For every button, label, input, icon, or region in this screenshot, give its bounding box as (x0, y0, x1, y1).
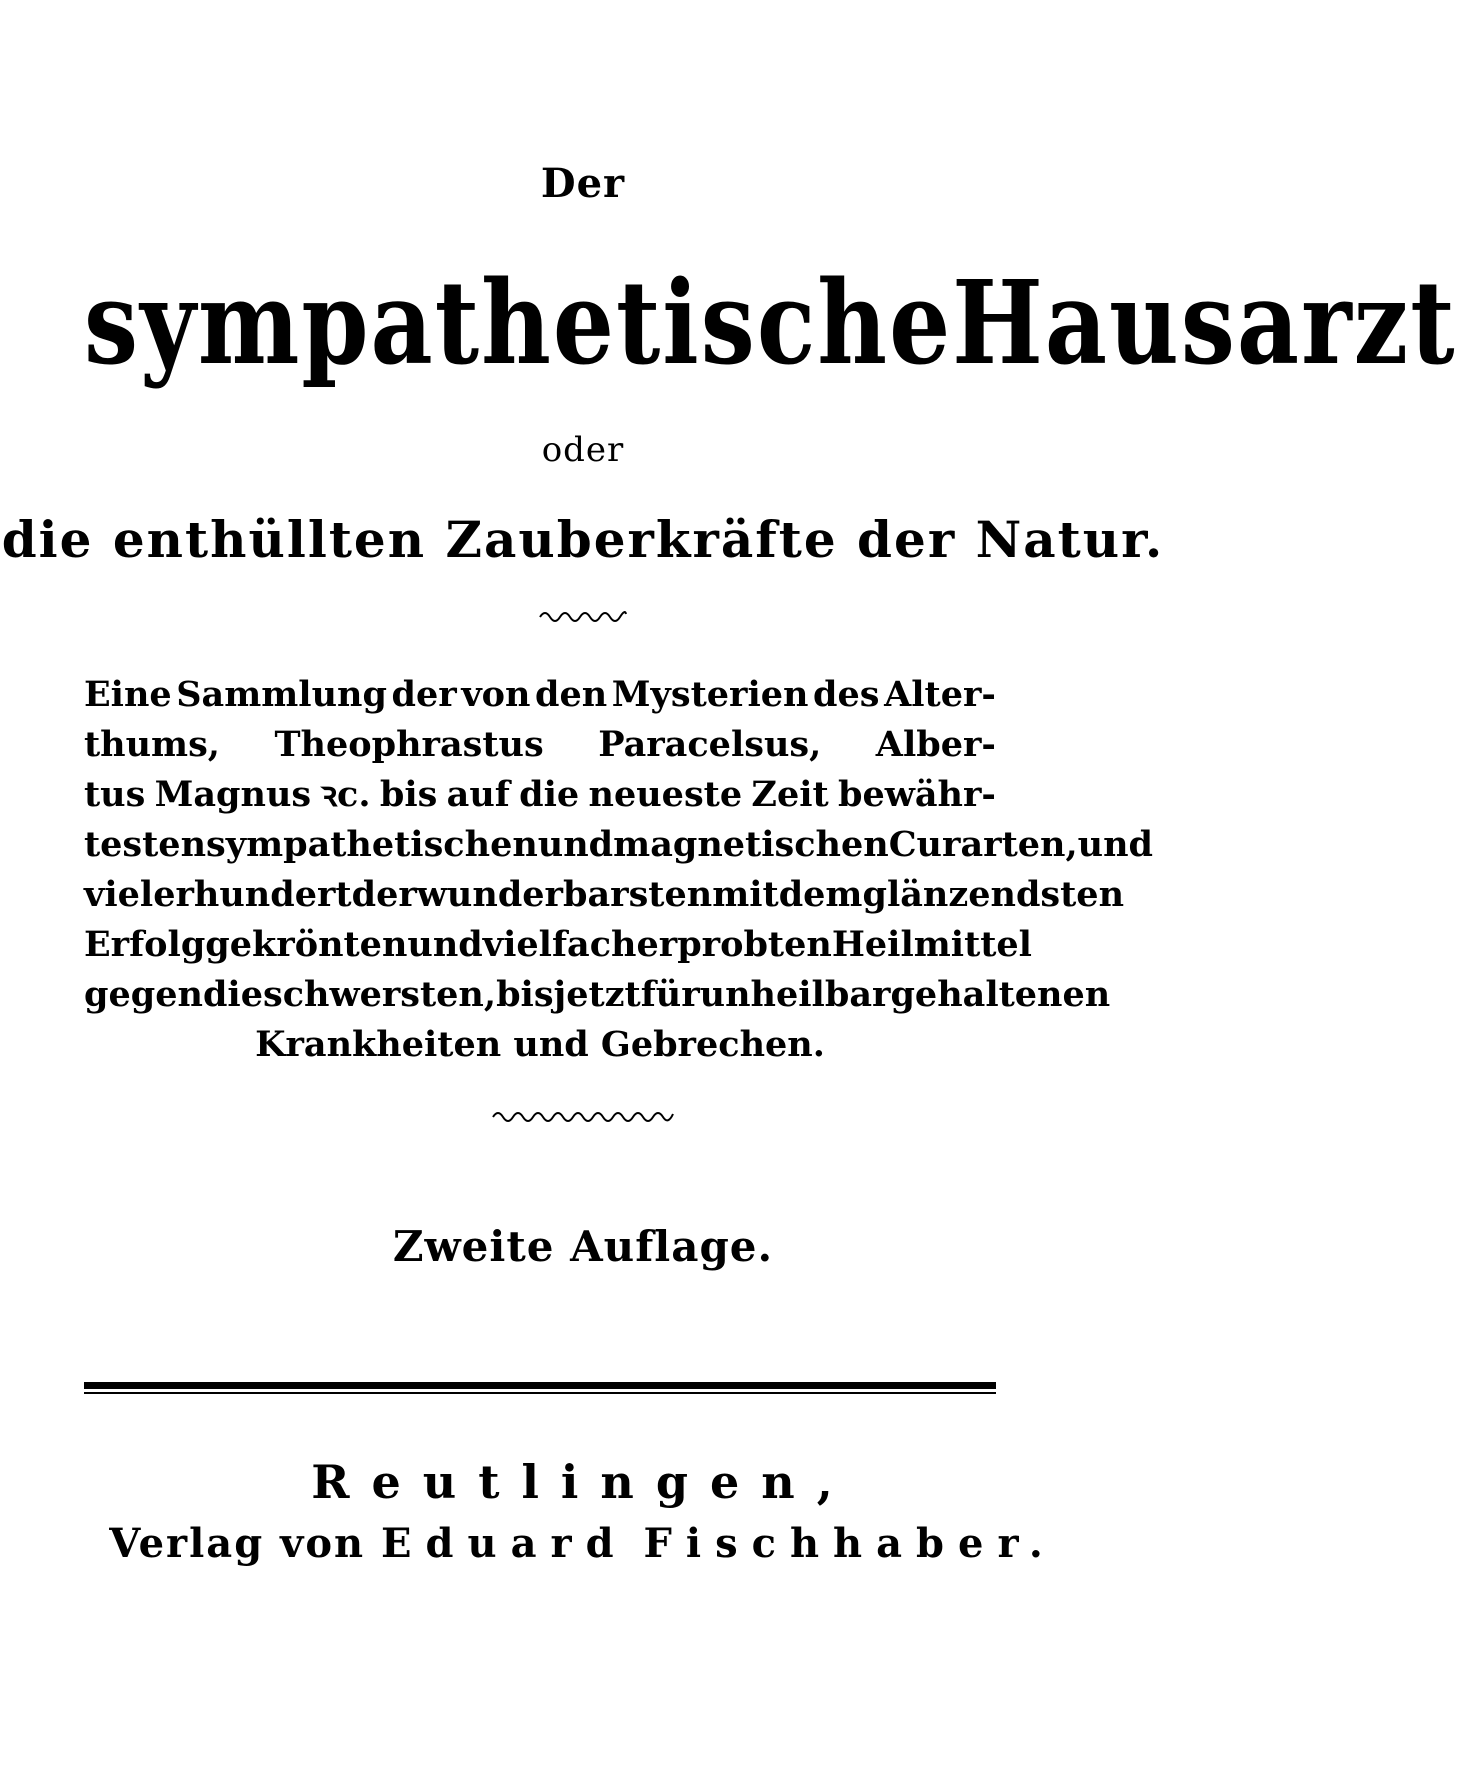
main-title (84, 255, 1457, 391)
thin-rule (84, 1392, 996, 1394)
description-word: gegen (84, 974, 203, 1015)
description-word: die (202, 974, 263, 1015)
description-word: unheilbar (699, 974, 891, 1015)
description-word: dem (778, 874, 863, 915)
place-of-publication: Reutlingen, (311, 1455, 855, 1509)
description-word: sympathetischen (206, 824, 538, 865)
description-word: thums, (84, 724, 220, 765)
wavy-ornament-bottom (0, 1108, 1166, 1122)
description-word: der (391, 674, 457, 715)
description-word: der (351, 874, 417, 915)
description-word: Erfolg (84, 924, 206, 965)
title-conjunction: oder (541, 430, 625, 470)
description-word: Alber- (875, 724, 996, 765)
description-word: magnetischen (613, 824, 889, 865)
description-word: Eine (84, 674, 172, 715)
description-word: Magnus (154, 774, 312, 815)
description-word: Sammlung (176, 674, 387, 715)
description-word: die (519, 774, 580, 815)
description-word: tus (84, 774, 146, 815)
thick-rule (84, 1382, 996, 1389)
description-word: von (461, 674, 531, 715)
description-word: des (813, 674, 880, 715)
description-word: schwersten, (262, 974, 497, 1015)
description-word: gekrönten (205, 924, 408, 965)
wavy-ornament-icon (538, 608, 628, 622)
description-word: und (537, 824, 614, 865)
description-word: und (1077, 824, 1154, 865)
description-word: mit (712, 874, 779, 915)
description-word: wunderbarsten (416, 874, 713, 915)
publisher-line (0, 1520, 1166, 1567)
description-word: jetzt (553, 974, 641, 1015)
description-word: hundert (193, 874, 352, 915)
description-word: bis (496, 974, 554, 1015)
description-word: vielfach (482, 924, 637, 965)
description-word: Krankheiten und Gebrechen. (255, 1024, 825, 1065)
wavy-ornament-icon (491, 1108, 675, 1122)
double-rule-divider (84, 1382, 996, 1394)
description-line (84, 970, 1111, 1020)
description-word: Heilmittel (831, 924, 1032, 965)
description-line (84, 820, 1154, 870)
description-word: ꝛc. (320, 774, 371, 815)
description-paragraph (84, 670, 1154, 1070)
publisher-last-name: Fischhaber. (643, 1520, 1057, 1567)
description-word: vieler (84, 874, 194, 915)
description-line (84, 670, 996, 720)
publisher-first-name: Eduard (381, 1520, 628, 1567)
description-word: Paracelsus, (598, 724, 822, 765)
description-word: den (535, 674, 608, 715)
description-word: testen (84, 824, 207, 865)
wavy-ornament-top (0, 608, 1166, 622)
edition: Zweite Auflage. (392, 1222, 774, 1271)
subtitle: die enthüllten Zauberkräfte der Natur. (1, 510, 1165, 569)
main-title-word-1: sympathetische (84, 255, 953, 391)
description-line (84, 770, 996, 820)
description-word: glänzendsten (862, 874, 1125, 915)
description-word: neueste (588, 774, 743, 815)
description-word: erprobten (636, 924, 832, 965)
description-word: bewähr- (838, 774, 996, 815)
description-line (84, 1020, 996, 1070)
description-word: Mysterien (611, 674, 809, 715)
description-line (84, 920, 1032, 970)
description-word: Alter- (884, 674, 996, 715)
description-word: auf (446, 774, 510, 815)
description-word: bis (379, 774, 438, 815)
publisher-prefix: Verlag von (109, 1520, 366, 1567)
description-word: und (407, 924, 483, 965)
description-word: für (640, 974, 700, 1015)
description-word: gehaltenen (890, 974, 1111, 1015)
description-word: Curarten, (888, 824, 1078, 865)
description-line (84, 720, 996, 770)
title-article: Der (540, 160, 626, 207)
description-word: Theophrastus (274, 724, 544, 765)
main-title-word-2: Hausarzt (952, 255, 1457, 391)
description-line (84, 870, 1125, 920)
description-word: Zeit (751, 774, 829, 815)
